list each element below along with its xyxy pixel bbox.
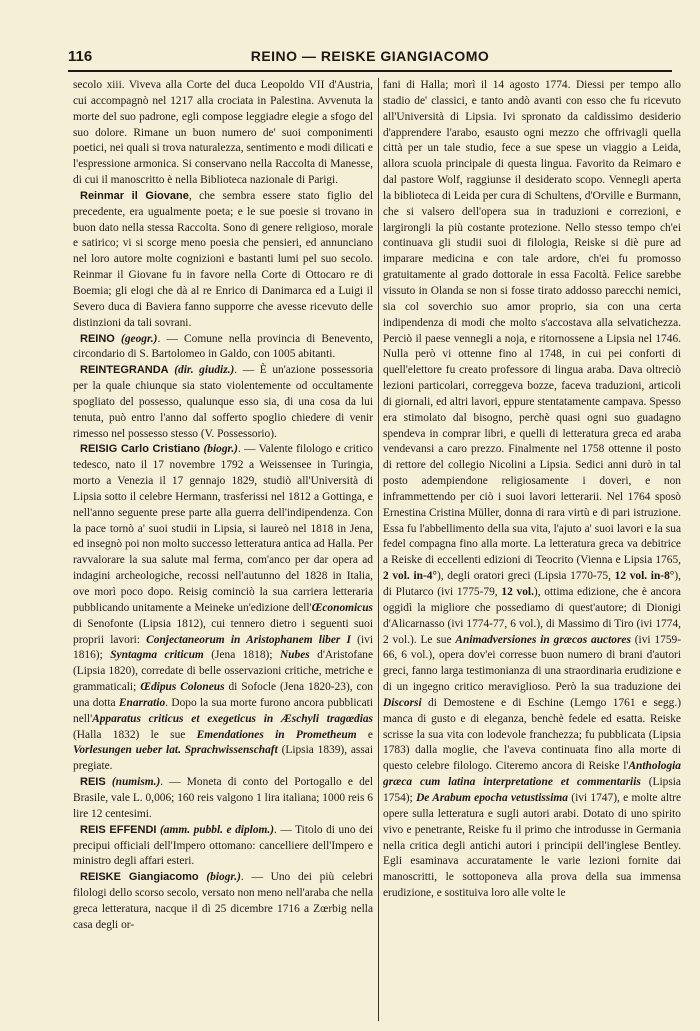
page-number: 116 xyxy=(68,48,93,65)
entry-reino: REINO (geogr.). — Comune nella provincia di Benevento, circondario di S. Bartolomeo in Galdo, con 1005 abitanti. xyxy=(73,332,373,361)
entry-reintegranda: REINTEGRANDA (dir. giudiz.). — È un'azione possessoria per la quale chiunque sia stato violentemente od occultamente spogliato del possesso, qualunque esso sia, di una cosa da lui tenuta, può entro l'anno dal sofferto spoglio chiedere di venir rimesso nel possesso stesso (V. Possessorio). xyxy=(73,364,373,440)
entry-reis: REIS (numism.). — Moneta di conto del Portogallo e del Brasile, vale L. 0,006; 160 reis valgono 1 lira italiana; 1000 reis 6 lire 12 centesimi. xyxy=(73,776,373,820)
column-divider xyxy=(378,78,379,1021)
entry-reis-effendi: REIS EFFENDI (amm. pubbl. e diplom.). — Titolo di uno dei precipui officiali dell'Impero ottomano: cancelliere dell'Impero e ministro degli affari esteri. xyxy=(73,823,373,868)
entry-reisig: REISIG Carlo Cristiano (biogr.). — Valente filologo e critico tedesco, nato il 17 novembre 1792 a Weissensee in Turingia, morto a Venezia il 17 gennajo 1829, studiò all'Università di Lipsia sotto il celebre Hermann, trasferissi nel 1812 a Gottinga, e nell'anno seguente prese parte alla guerra dell'indipendenza. Con la pace tornò a' suoi studii in Lipsia, si laureò nel 1818 in Jena, ed insegnò poi non molto successo letteratura antica ad Halla. Per ravvalorare la sua salute mal ferma, com'anco per dar opera ad indagini archeologiche, recossi nell'autunno del 1828 in Italia, ove morì poco dopo. Reisig cominciò la sua carriera letteraria pubblicando unitamente a Meineke un'edizione dell'Œconomicus di Senofonte (Lipsia 1812), cui tennero dietro i seguenti suoi proprii lavori: Conjectaneorum in Aristophanem liber I (ivi 1816); Syntagma criticum (Jena 1818); Nubes d'Aristofane (Lipsia 1820), corredate di belle osservazioni critiche, metriche e grammaticali; Œdipus Coloneus di Sofocle (Jena 1820-23), con una dotta Enarratio. Dopo la sua morte furono ancora pubblicati nell'Apparatus criticus et exegeticus in Æschyli tragœdias (Halla 1832) le sue Emendationes in Prometheum e Vorlesungen ueber lat. Sprachwissenschaft (Lipsia 1839), assai pregiate. xyxy=(73,443,373,773)
running-head: REINO — REISKE GIANGIACOMO xyxy=(250,48,490,64)
entry-reinmar-giovane: Reinmar il Giovane, che sembra essere stato figlio del precedente, era ugualmente poeta; e le sue poesie si trovano in buon dato nella stessa Raccolta. Sono di genere religioso, morale e satirico; vi si scorge meno poesia che pensieri, ed annunciano nel loro autore molte cognizioni e bastanti lumi pel suo secolo. Reinmar il Giovane fu in favore nella Corte di Ottocaro re di Boemia; gli elogi che dà al re Enrico di Danimarca ed a Luigi il Severo duca di Baviera fanno supporre che avesse ricevuto delle distinzioni da tali sovrani. xyxy=(73,189,373,329)
entry-reiske-cont: fani di Halla; morì il 14 agosto 1774. Diessi per tempo allo stadio de' classici, e tanto andò avanti con esso che fu ricevuto all'Università di Lipsia. Ivi spronato da caldissimo desiderio d'apprendere l'arabo, esausto ogni mezzo che offrivagli quella città per un tale studio, fece a sue spese un viaggio a Leida, allora scuola principale di questa lingua. Favorito da Reimaro e dal pastore Wolf, raggiunse il desiderato scopo. Vennegli aperta la biblioteca di Leida per cura di Schultens, d'Orville e Burmann, che si valsero dell'opera sua in traduzioni e correzioni, e largirongli la più costante protezione. Nello stesso tempo ch'ei continuava gli studii suoi di filologia, Reiske si diè pure ad imparare medicina e con tale ardore, ch'ei fu promosso gratuitamente al grado dottorale in essa Facoltà. Felice sarebbe vissuto in Olanda se non si fosse tirato addosso parecchi nemici, sia col soverchio suo amor proprio, sia con una certa indipendenza di modi che molto s'accostava alla selvatichezza. Perciò il paese vennegli a noja, e ritornossene a Lipsia nel 1746. Nulla però vi ottenne fino al 1748, in cui pei conforti di quell'elettore fu creato professore di lingua araba. Dava oltreciò lezioni particolari, correggeva bozze, faceva traduzioni, articoli di giornali, ed altri lavori, eppure stentatamente campava. Spesso era stimolato dal bisogno, perchè quasi ogni suo guadagno spendeva in comprar libri, e quelli di letteratura greca ed araba vendevansi a caro prezzo. Finalmente nel 1758 ottenne il posto di rettore del collegio Nicolini a Lipsia. Sedici anni durò in tal posto adempiendone religiosamente i doveri, e non inframmettendo per ciò i suoi lavori letterarii. Nel 1764 sposò Ernestina Cristina Müller, donna di rara virtù e di pari istruzione. Essa fu l'abbellimento della sua vita, l'ajuto a' suoi lavori e la sua fedel compagna fino alla morte. La letteratura greca va debitrice a Reiske di eccellenti edizioni di Teocrito (Vienna e Lipsia 1765, 2 vol. in-4°), degli oratori greci (Lipsia 1770-75, 12 vol. in-8°), di Plutarco (ivi 1775-79, 12 vol.), ottima edizione, che è ancora oggidì la migliore che possediamo di quest'autore; di Dionigi d'Alicarnasso (ivi 1774-77, 6 vol.), di Massimo di Tiro (ivi 1774, 2 vol.). Le sue Animadversiones in græcos auctores (ivi 1759-66, 6 vol.), opera dov'ei corresse buon numero di brani d'autori greci, fanno larga testimonianza di una straordinaria erudizione e di un ingegno critico meraviglioso. Però la sua traduzione dei Discorsi di Demostene e di Eschine (Lemgo 1761 e segg.) manca di gusto e di eleganza, benchè fedele ed esatta. Reiske scrisse la sua vita con lodevole franchezza; fu pubblicata (Lipsia 1783) dalla moglie, che l'aveva continuata fino alla morte di questo celebre filologo. Citeremo ancora di Reiske l'Anthologia græca cum latina interpretatione et commentariis (Lipsia 1754); De Arabum epocha vetustissima (ivi 1747), e molte altre opere sulla letteratura e sugli autori arabi. Dotato di uno spirito vivo e penetrante, Reiske fu il primo che introdusse in Germania nella critica degli antichi autori i principii dell'inglese Bentley. Egli esaminava accuratamente le varie lezioni fornite dai manoscritti, le sottoponeva alla prova della sua immensa erudizione, e sostituiva loro alle volte le xyxy=(383,79,681,900)
right-column xyxy=(383,78,681,1021)
page-header xyxy=(68,48,672,72)
paragraph-reinmar-cont: secolo xiii. Viveva alla Corte del duca Leopoldo VII d'Austria, cui accompagnò nel 1217 alla crociata in Palestina. Avvenuta la morte del suo padrone, egli compose leggiadre elegie a sfogo del suo dolore. Rimane un buon numero de' suoi componimenti poetici, nei quali si trova naturalezza, sentimento e modi dilicati e l'espressione armonica. Si conservano nella Raccolta di Manesse, di cui il manoscritto è nella Biblioteca nazionale di Parigi. xyxy=(73,79,373,187)
left-column xyxy=(73,78,373,1021)
entry-reiske: REISKE Giangiacomo (biogr.). — Uno dei più celebri filologi dello scorso secolo, versato non meno nell'araba che nella greca letteratura, nacque il dì 25 dicembre 1716 a Zœrbig nella casa degli or- xyxy=(73,871,373,931)
